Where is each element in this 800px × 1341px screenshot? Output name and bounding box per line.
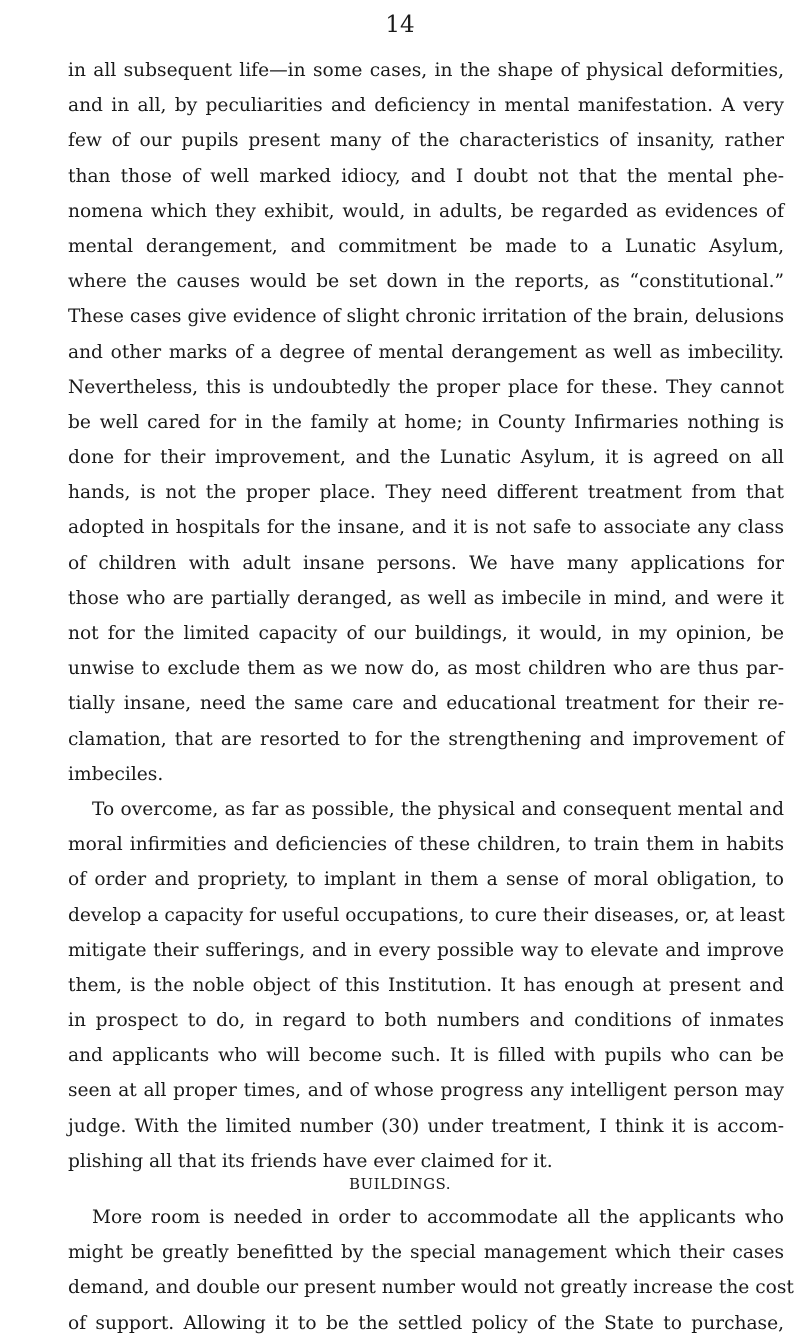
text-line: not for the limited capacity of our buildings, it would, in my opinion, be (68, 623, 784, 644)
text-line: seen at all proper times, and of whose progress any intelligent person may (68, 1080, 784, 1102)
text-line: tially insane, need the same care and educational treatment for their re- (68, 693, 784, 715)
page-number: 14 (385, 12, 415, 38)
text-line: might be greatly benefitted by the special management which their cases (68, 1242, 784, 1264)
text-line: imbeciles. (68, 763, 164, 785)
text-line: moral infirmities and deficiencies of these children, to train them in habits (68, 834, 784, 856)
text-line: of children with adult insane persons. We have many applications for (68, 552, 784, 574)
text-line: adopted in hospitals for the insane, and it is not safe to associate any class (68, 517, 784, 539)
text-line: and applicants who will become such. It is filled with pupils who can be (68, 1045, 784, 1067)
text-line: clamation, that are resorted to for the strengthening and improvement of (68, 728, 784, 750)
text-line: where the causes would be set down in the reports, as “constitutional.” (68, 271, 784, 293)
paragraph-1 (68, 53, 784, 1179)
text-line: plishing all that its friends have ever claimed for it. (68, 1150, 553, 1172)
text-line: Nevertheless, this is undoubtedly the proper place for these. They cannot (68, 376, 784, 398)
text-line: few of our pupils present many of the characteristics of insanity, rather (68, 130, 784, 152)
text-line: those who are partially deranged, as well as imbecile in mind, and were it (68, 587, 784, 609)
text-line: These cases give evidence of slight chronic irritation of the brain, delusions (68, 306, 784, 328)
text-line: in prospect to do, in regard to both numbers and conditions of inmates (68, 1010, 784, 1032)
text-line: of support. Allowing it to be the settled policy of the State to purchase, (68, 1312, 784, 1334)
section-heading: BUILDINGS. (348, 1175, 452, 1193)
text-line: than those of well marked idiocy, and I doubt not that the mental phe- (68, 165, 784, 187)
text-line: hands, is not the proper place. They need different treatment from that (68, 482, 784, 504)
text-line: and in all, by peculiarities and deficiency in mental manifestation. A very (68, 95, 784, 117)
text-line: and other marks of a degree of mental derangement as well as imbecility. (68, 341, 784, 363)
text-line: develop a capacity for useful occupations, to cure their diseases, or, at least (68, 904, 785, 926)
text-line: unwise to exclude them as we now do, as most children who are thus par- (68, 658, 784, 680)
text-line: of order and propriety, to implant in them a sense of moral obligation, to (68, 869, 784, 891)
text-line: mitigate their sufferings, and in every possible way to elevate and improve (68, 939, 784, 961)
text-line: judge. With the limited number (30) under treatment, I think it is accom- (68, 1115, 784, 1137)
text-line: mental derangement, and commitment be made to a Lunatic Asylum, (68, 235, 784, 257)
text-line: To overcome, as far as possible, the physical and consequent mental and (92, 798, 784, 820)
text-line: More room is needed in order to accommodate all the applicants who (92, 1207, 784, 1228)
text-line: done for their improvement, and the Lunatic Asylum, it is agreed on all (68, 447, 784, 469)
text-line: be well cared for in the family at home; in County Infirmaries nothing is (68, 411, 784, 433)
text-line: in all subsequent life—in some cases, in the shape of physical deformities, (68, 60, 784, 81)
paragraph-3 (68, 1200, 794, 1341)
text-line: them, is the noble object of this Institution. It has enough at present and (68, 974, 784, 996)
text-line: demand, and double our present number would not greatly increase the cost (68, 1277, 794, 1299)
text-line: nomena which they exhibit, would, in adults, be regarded as evidences of (68, 200, 784, 222)
